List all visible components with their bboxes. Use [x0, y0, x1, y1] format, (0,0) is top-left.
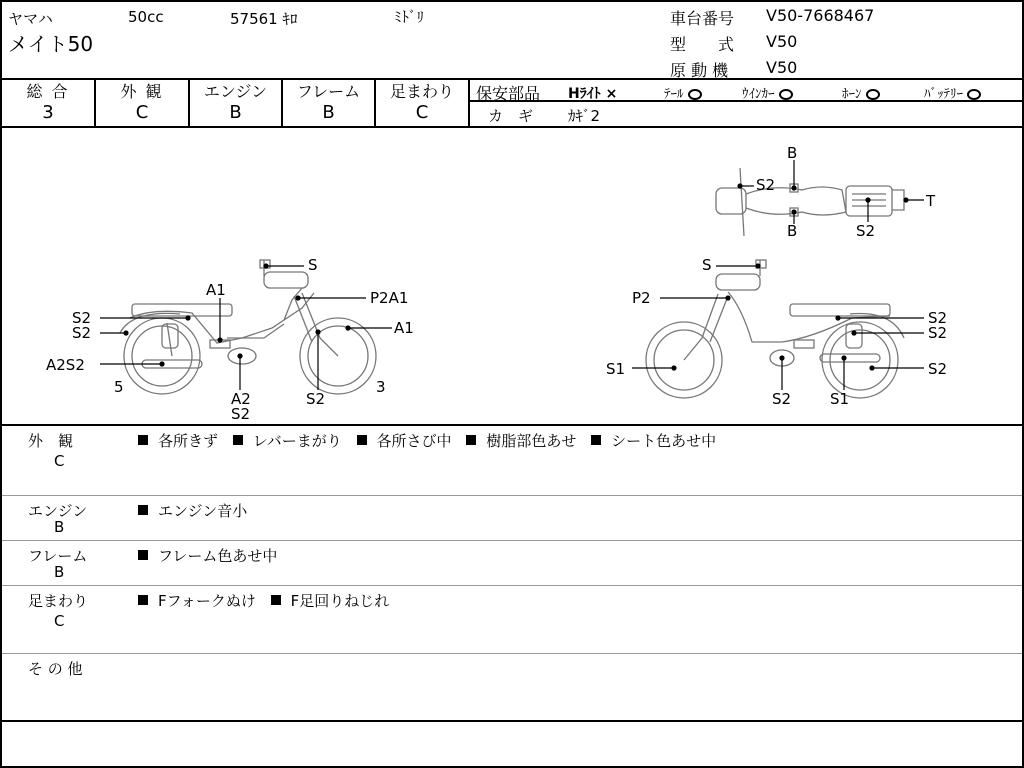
- label-s1-front: S1: [606, 360, 626, 378]
- label-a1-front: A1: [394, 319, 414, 337]
- label-s-mirror: S: [308, 256, 318, 274]
- bullet-square-icon: [466, 435, 476, 445]
- grade-engine: [190, 80, 283, 126]
- note-item: 各所きず: [158, 432, 219, 450]
- grade-label: エンジン: [203, 82, 268, 101]
- safety-row: [470, 80, 1022, 102]
- label-s2-fork: S2: [306, 390, 326, 408]
- grade-label: 外 観: [120, 82, 164, 101]
- label-s2-seat: S2: [72, 309, 92, 327]
- note-frame: [2, 541, 1022, 586]
- label-a2s2: A2S2: [46, 356, 85, 374]
- bullet-square-icon: [357, 435, 367, 445]
- grade-overall: [2, 80, 96, 126]
- label-t: T: [926, 192, 936, 210]
- label-p2a1: P2A1: [370, 289, 409, 307]
- label-5: 5: [114, 378, 124, 396]
- safety-parts: [470, 80, 1022, 126]
- grade-value: B: [229, 102, 242, 123]
- horn-label: ﾎｰﾝ: [842, 87, 862, 102]
- ok-circle-icon: [688, 89, 702, 100]
- bullet-square-icon: [233, 435, 243, 445]
- note-items: [138, 590, 399, 611]
- label-s2-engine-right: S2: [772, 390, 792, 408]
- label-s2-fender: S2: [72, 324, 92, 342]
- grade-label: 足まわり: [389, 82, 454, 101]
- ok-circle-icon: [779, 89, 793, 100]
- grade-value: B: [322, 102, 335, 123]
- label-3: 3: [376, 378, 386, 396]
- grade-exterior: [96, 80, 190, 126]
- battery-status: [924, 83, 981, 102]
- note-item: レバーまがり: [252, 432, 342, 450]
- tail-status: [664, 83, 702, 102]
- label-s2-seat-right: S2: [928, 309, 948, 327]
- note-item: エンジン音小: [158, 502, 248, 520]
- engine-value: V50: [766, 58, 798, 77]
- label-s1-muffler: S1: [830, 390, 850, 408]
- headlight-status: Hﾗｲﾄ ×: [568, 86, 618, 102]
- ok-circle-icon: [866, 89, 880, 100]
- label-s2-rack: S2: [856, 222, 876, 240]
- note-category: フレーム: [28, 547, 88, 565]
- label-s-mirror-right: S: [702, 256, 712, 274]
- note-other: [2, 654, 1022, 722]
- winker-status: [742, 83, 793, 102]
- key-label: カ ギ: [488, 107, 534, 125]
- bullet-square-icon: [138, 505, 148, 515]
- scooter-left-view: [120, 260, 376, 394]
- note-item: シート色あせ中: [611, 432, 717, 450]
- grade-label: 総 合: [26, 82, 70, 101]
- tail-label: ﾃｰﾙ: [664, 87, 684, 102]
- label-b-top: B: [787, 144, 798, 162]
- note-grade: B: [54, 518, 65, 536]
- label-p2: P2: [632, 289, 651, 307]
- note-items: [138, 500, 257, 521]
- label-a1: A1: [206, 281, 226, 299]
- mileage: 57561 ｷﾛ: [230, 10, 298, 28]
- bullet-square-icon: [138, 595, 148, 605]
- type-value: V50: [766, 32, 798, 51]
- grade-value: 3: [42, 102, 54, 123]
- color: ﾐﾄﾞﾘ: [394, 8, 425, 26]
- bullet-square-icon: [271, 595, 281, 605]
- note-category: そ の 他: [28, 660, 83, 678]
- label-a2: A2: [231, 390, 251, 408]
- winker-label: ｳｲﾝｶｰ: [742, 87, 775, 102]
- grade-value: C: [135, 102, 149, 123]
- grade-row: [2, 80, 1022, 128]
- safety-title: 保安部品: [476, 84, 541, 103]
- note-grade: B: [54, 563, 65, 581]
- note-item: F足回りねじれ: [290, 592, 390, 610]
- note-category: エンジン: [28, 502, 88, 520]
- note-category: 足まわり: [28, 592, 89, 610]
- note-item: Fフォークぬけ: [158, 592, 256, 610]
- header: [2, 2, 1022, 80]
- note-engine: [2, 496, 1022, 541]
- scooter-right-view: [646, 260, 904, 398]
- note-exterior: [2, 426, 1022, 496]
- key-value: ｶｷﾞ2: [568, 107, 601, 125]
- note-grade: C: [54, 452, 65, 470]
- horn-status: [842, 83, 880, 102]
- label-s2-handle: S2: [756, 176, 776, 194]
- grade-label: フレーム: [296, 82, 361, 101]
- note-item: フレーム色あせ中: [158, 547, 278, 565]
- frame-no: V50-7668467: [766, 6, 875, 25]
- grade-suspension: [376, 80, 470, 126]
- label-s2-engine: S2: [231, 405, 251, 423]
- maker: ヤマハ: [8, 10, 53, 28]
- scooter-top-view: [716, 168, 904, 236]
- battery-label: ﾊﾞｯﾃﾘｰ: [924, 87, 963, 102]
- type-label: 型 式: [670, 35, 735, 54]
- grade-value: C: [415, 102, 429, 123]
- bullet-square-icon: [591, 435, 601, 445]
- note-category: 外 観: [28, 432, 74, 450]
- scooter-diagram: [2, 128, 1022, 426]
- label-b-bottom: B: [787, 222, 798, 240]
- note-grade: C: [54, 612, 65, 630]
- engine-label: 原 動 機: [670, 61, 729, 80]
- bullet-square-icon: [138, 550, 148, 560]
- note-suspension: [2, 586, 1022, 654]
- frame-no-label: 車台番号: [670, 9, 735, 28]
- note-items: [138, 545, 287, 566]
- ok-circle-icon: [967, 89, 981, 100]
- bullet-square-icon: [138, 435, 148, 445]
- label-s2-rear: S2: [928, 324, 948, 342]
- damage-diagram: [2, 128, 1022, 426]
- displacement: 50cc: [128, 8, 164, 26]
- note-items: [138, 430, 726, 451]
- note-item: 各所さび中: [376, 432, 452, 450]
- model-name: メイト50: [8, 32, 94, 56]
- label-s2-wheel: S2: [928, 360, 948, 378]
- grade-frame: [283, 80, 376, 126]
- note-item: 樹脂部色あせ: [486, 432, 577, 450]
